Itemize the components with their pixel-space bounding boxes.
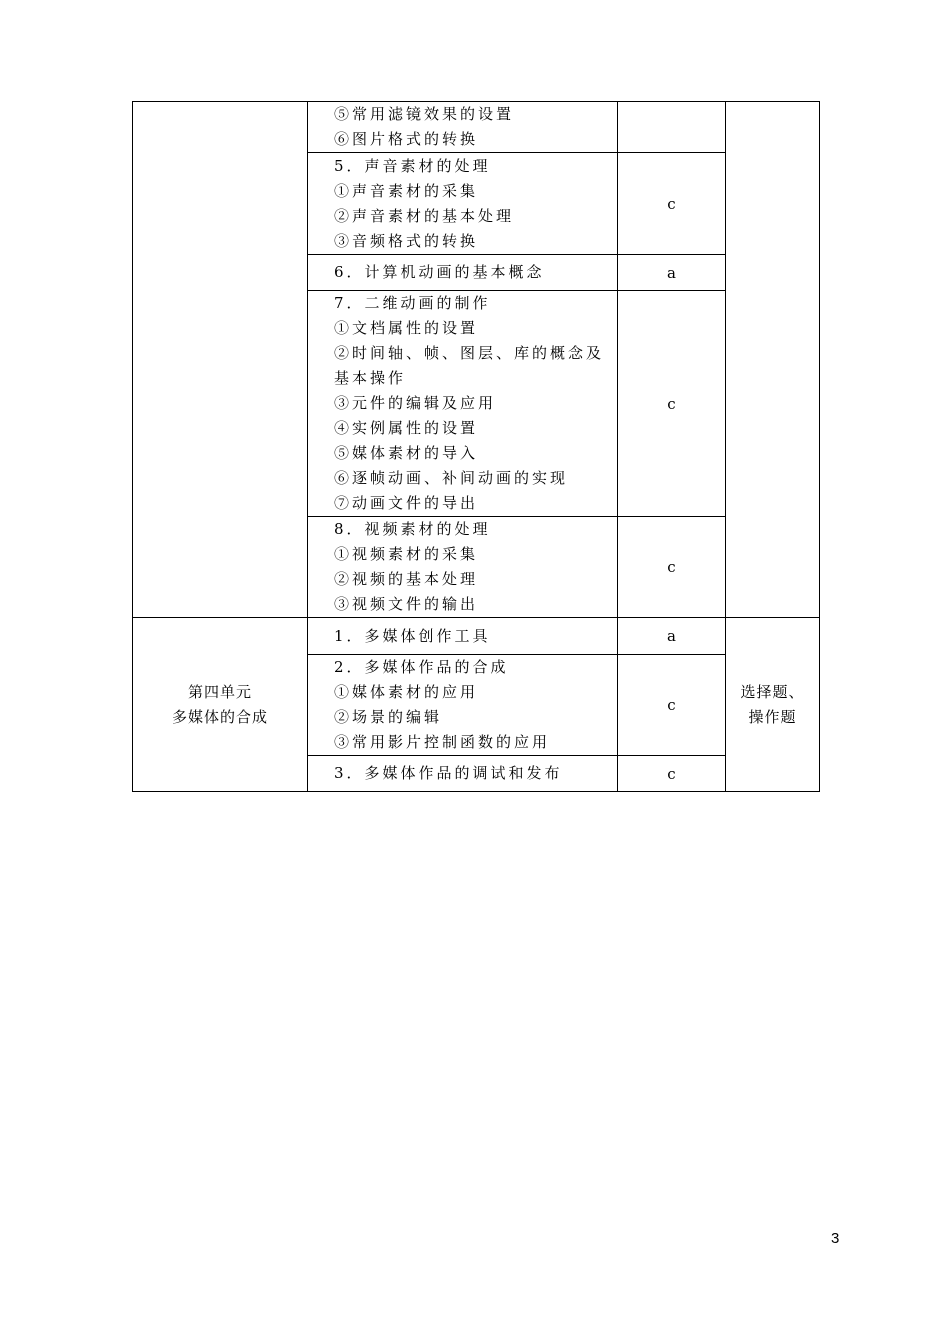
unit-cell-continued — [133, 102, 308, 618]
content-cell — [308, 153, 618, 255]
level-cell: c — [618, 756, 726, 792]
content-line: ①媒体素材的应用 — [334, 683, 479, 701]
content-line: ③音频格式的转换 — [334, 231, 479, 250]
content-line: ①文档属性的设置 — [334, 319, 479, 337]
content-line: 5．声音素材的处理 — [334, 156, 491, 175]
level-cell: c — [618, 655, 726, 756]
content-line: ①声音素材的采集 — [334, 181, 479, 200]
level-cell: c — [618, 517, 726, 618]
question-type-cell-continued — [726, 102, 820, 618]
question-type-cell — [726, 618, 820, 792]
content-line: ④实例属性的设置 — [334, 419, 479, 437]
question-type-line: 操作题 — [748, 707, 797, 726]
content-line: ②视频的基本处理 — [334, 570, 479, 588]
content-line: ①视频素材的采集 — [334, 545, 479, 563]
level-cell: c — [618, 291, 726, 517]
content-line: ⑤媒体素材的导入 — [334, 444, 479, 462]
table-row — [133, 618, 820, 655]
content-line: ③元件的编辑及应用 — [334, 394, 497, 412]
level-cell: c — [618, 153, 726, 255]
content-line: ⑥逐帧动画、补间动画的实现 — [334, 469, 569, 487]
content-line: ③视频文件的输出 — [334, 595, 479, 613]
unit-cell — [133, 618, 308, 792]
syllabus-table — [132, 101, 820, 792]
content-line: 8．视频素材的处理 — [334, 520, 491, 538]
content-cell — [308, 618, 618, 655]
unit-title: 第四单元 — [187, 682, 252, 701]
content-line: ⑥图片格式的转换 — [334, 130, 479, 148]
content-line: ②声音素材的基本处理 — [334, 206, 515, 225]
question-type-line: 选择题、 — [740, 682, 805, 701]
level-cell: a — [618, 618, 726, 655]
content-line: ⑤常用滤镜效果的设置 — [334, 105, 515, 123]
content-line: 3．多媒体作品的调试和发布 — [334, 764, 563, 782]
content-line: ③常用影片控制函数的应用 — [334, 733, 551, 751]
content-line: 1．多媒体创作工具 — [334, 626, 491, 645]
content-cell — [308, 517, 618, 618]
content-cell — [308, 291, 618, 517]
content-line: 2．多媒体作品的合成 — [334, 658, 509, 676]
content-cell — [308, 756, 618, 792]
content-line: ②场景的编辑 — [334, 708, 443, 726]
level-cell: a — [618, 255, 726, 291]
content-cell — [308, 102, 618, 153]
page-number: 3 — [831, 1230, 840, 1247]
content-line: 7．二维动画的制作 — [334, 294, 491, 312]
level-cell — [618, 102, 726, 153]
table-row — [133, 102, 820, 153]
content-cell — [308, 655, 618, 756]
content-line: ②时间轴、帧、图层、库的概念及基本操作 — [334, 344, 605, 387]
content-line: 6．计算机动画的基本概念 — [334, 263, 545, 281]
content-line: ⑦动画文件的导出 — [334, 494, 479, 512]
content-cell — [308, 255, 618, 291]
unit-subtitle: 多媒体的合成 — [171, 707, 268, 726]
